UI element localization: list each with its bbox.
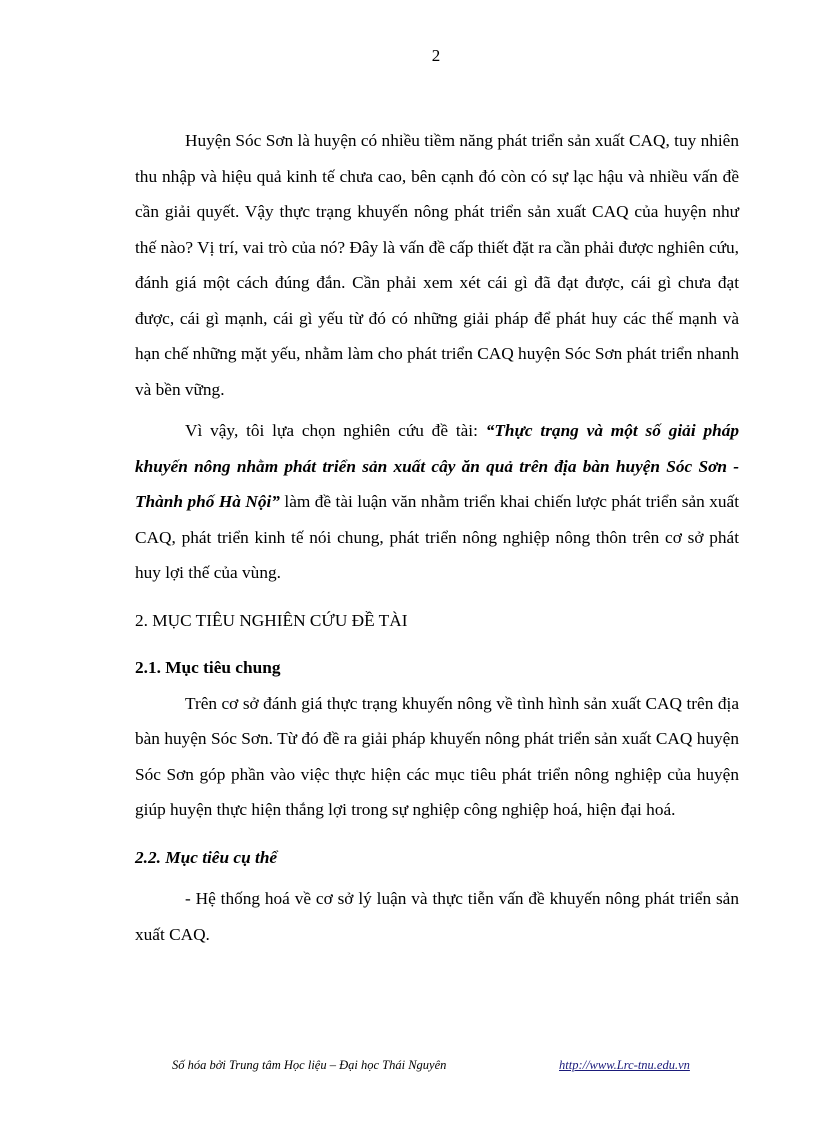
topic-rest: làm đề tài luận văn nhằm triển khai chiến lược phát triển sản xuất CAQ, phát triển kinh tế nói chung, phát triển nông nghiệp nông thôn trên cơ sở phát huy lợi thế của vùng. <box>135 492 740 582</box>
document-body <box>135 123 739 952</box>
footer-source: Số hóa bởi Trung tâm Học liệu – Đại học Thái Nguyên <box>172 1058 447 1072</box>
intro-paragraph: Huyện Sóc Sơn là huyện có nhiều tiềm năng phát triển sản xuất CAQ, tuy nhiên thu nhập và hiệu quả kinh tế chưa cao, bên cạnh đó còn có sự lạc hậu và nhiều vấn đề cần giải quyết. Vậy thực trạng khuyến nông phát triển sản xuất CAQ của huyện như thế nào? Vị trí, vai trò của nó? Đây là vấn đề cấp thiết đặt ra cần phải được nghiên cứu, đánh giá một cách đúng đắn. Cần phải xem xét cái gì đã đạt được, cái gì chưa đạt được, cái gì mạnh, cái gì yếu từ đó có những giải pháp để phát huy các thế mạnh và hạn chế những mặt yếu, nhằm làm cho phát triển CAQ huyện Sóc Sơn phát triển nhanh và bền vững. <box>135 131 739 399</box>
footer-link[interactable]: http://www.Lrc-tnu.edu.vn <box>559 1058 690 1072</box>
page-number: 2 <box>431 46 441 65</box>
topic-paragraph <box>135 413 739 591</box>
section-2-2-heading: 2.2. Mục tiêu cụ thể <box>135 847 278 867</box>
section-2-heading: 2. MỤC TIÊU NGHIÊN CỨU ĐỀ TÀI <box>135 610 408 630</box>
section-2-1-heading: 2.1. Mục tiêu chung <box>135 658 281 677</box>
section-2-2-paragraph: - Hệ thống hoá về cơ sở lý luận và thực tiễn vấn đề khuyến nông phát triển sản xuất CAQ. <box>135 889 739 944</box>
thesis-title: “Thực trạng và một số giải pháp khuyến nông nhằm phát triển sản xuất cây ăn quả trên địa bàn huyện Sóc Sơn - Thành phố Hà Nội” <box>135 421 739 511</box>
topic-intro: Vì vậy, tôi lựa chọn nghiên cứu đề tài: <box>185 421 486 440</box>
section-2-1-paragraph: Trên cơ sở đánh giá thực trạng khuyến nông về tình hình sản xuất CAQ trên địa bàn huyện Sóc Sơn. Từ đó đề ra giải pháp khuyến nông phát triển sản xuất CAQ huyện Sóc Sơn góp phần vào việc thực hiện các mục tiêu phát triển nông nghiệp của huyện giúp huyện thực hiện thắng lợi trong sự nghiệp công nghiệp hoá, hiện đại hoá. <box>135 693 739 819</box>
